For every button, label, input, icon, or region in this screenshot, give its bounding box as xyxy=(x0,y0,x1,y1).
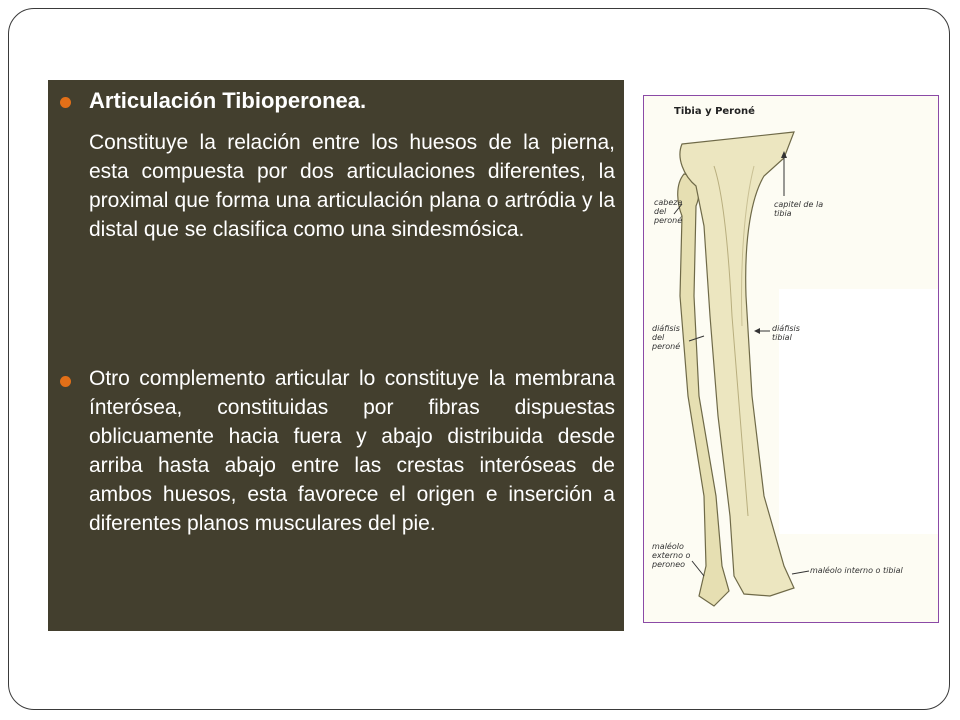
bullet-icon xyxy=(60,376,71,387)
label-diafisis-perone: diáfisis del peroné xyxy=(652,324,681,351)
label-maleolo-externo: maléolo externo o peroneo xyxy=(652,542,691,569)
slide-heading: Articulación Tibioperonea. xyxy=(89,88,367,113)
figure-title: Tibia y Peroné xyxy=(674,106,755,117)
bullet-icon xyxy=(60,97,71,108)
label-maleolo-interno: maléolo interno o tibial xyxy=(810,566,903,575)
paragraph-membrane: Otro complemento articular lo constituye la membrana ínterósea, constituidas por fibras dispuestas oblicuamente hacia fuera y abajo distribuida desde arriba hasta abajo entre las crestas interóseas de ambos huesos, esta favorece el origen e inserción a diferentes planos musculares del pie. xyxy=(89,367,615,535)
tibia-perone-illustration xyxy=(643,95,939,623)
label-diafisis-tibial: diáfisis tibial xyxy=(772,324,800,342)
label-capitel: capitel de la tibia xyxy=(774,200,824,218)
paragraph-articulation: Constituye la relación entre los huesos de la pierna, esta compuesta por dos articulaciones diferentes, la proximal que forma una articulación plana o artródia y la distal que se clasifica como una sindesmósica. xyxy=(89,131,615,241)
label-cabeza: cabeza del peroné xyxy=(654,198,683,225)
